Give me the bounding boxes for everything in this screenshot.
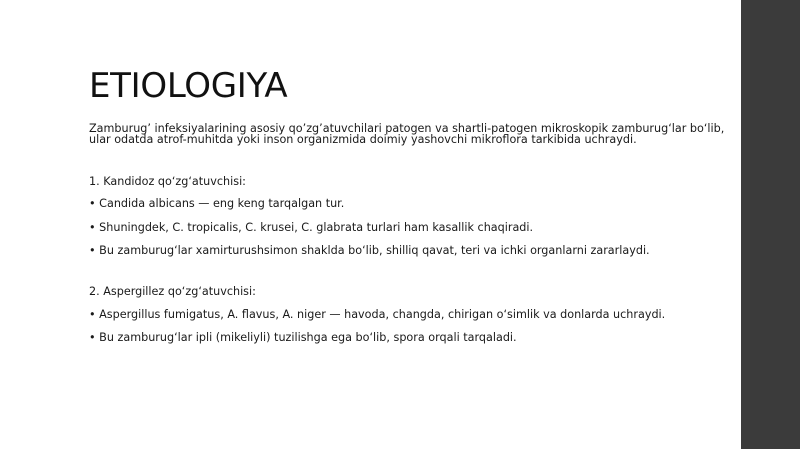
slide-title: ETIOLOGIYA bbox=[89, 66, 288, 106]
bullet-candida-shape: • Bu zamburug‘lar xamirturushsimon shaklda bo‘lib, shilliq qavat, teri va ichki organlarni zararlaydi. bbox=[89, 244, 650, 258]
bullet-other-candida: • Shuningdek, C. tropicalis, C. krusei, C. glabrata turlari ham kasallik chaqiradi. bbox=[89, 220, 534, 234]
bullet-candida-albicans: • Candida albicans — eng keng tarqalgan tur. bbox=[89, 197, 345, 211]
bullet-aspergillus-species: • Aspergillus fumigatus, A. flavus, A. niger — havoda, changda, chirigan o‘simlik va donlarda uchraydi. bbox=[89, 307, 666, 321]
slide-body bbox=[89, 123, 729, 356]
bullet-aspergillus-structure: • Bu zamburug‘lar ipli (mikeliyli) tuzilishga ega bo‘lib, spora orqali tarqaladi. bbox=[89, 331, 517, 345]
intro-paragraph: Zamburug’ infeksiyalarining asosiy qo’zg’atuvchilari patogen va shartli-patogen mikroskopik zamburug‘lar bo‘lib, ular odatda atrof-muhitda yoki inson organizmida doimiy yashovchi mikroflora tarkibida uchraydi. bbox=[89, 122, 725, 147]
side-bar bbox=[741, 0, 800, 449]
section-heading-kandidoz: 1. Kandidoz qo‘zg‘atuvchisi: bbox=[89, 174, 246, 188]
section-heading-aspergillez: 2. Aspergillez qo‘zg‘atuvchisi: bbox=[89, 285, 256, 299]
